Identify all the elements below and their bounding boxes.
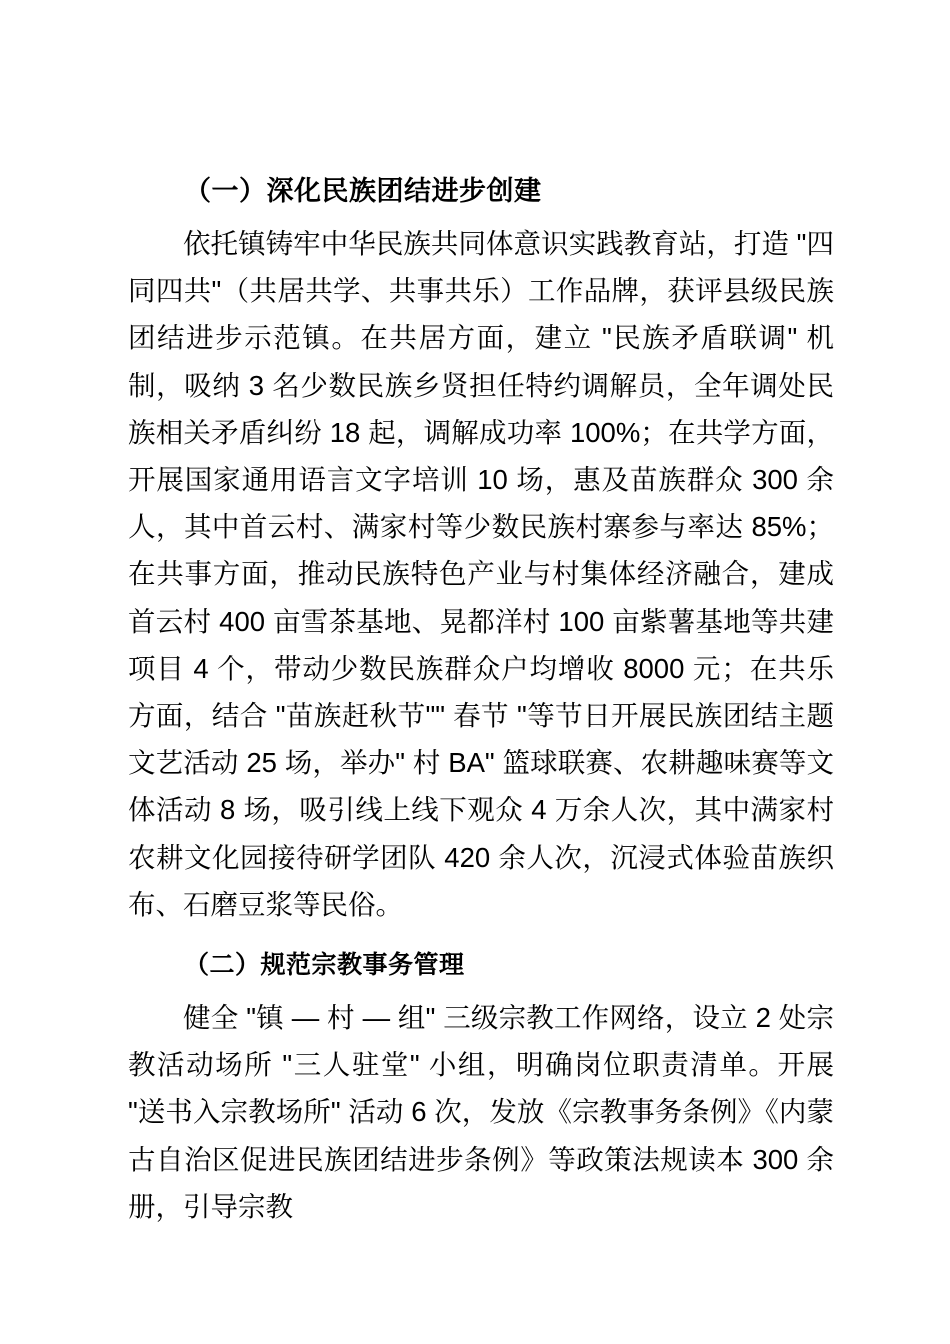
- document-content: [128, 168, 834, 1230]
- section-one-body-paragraph: 依托镇铸牢中华民族共同体意识实践教育站，打造 "四同四共"（共居共学、共事共乐）工作品牌，获评县级民族团结进步示范镇。在共居方面，建立 "民族矛盾联调" 机制，吸纳 3 名少数民族乡贤担任特约调解员，全年调处民族相关矛盾纠纷 18 起，调解成功率 100%；在共学方面，开展国家通用语言文字培训 10 场，惠及苗族群众 300 余人，其中首云村、满家村等少数民族村寨参与率达 85%；在共事方面，推动民族特色产业与村集体经济融合，建成首云村 400 亩雪茶基地、晃都洋村 100 亩紫薯基地等共建项目 4 个，带动少数民族群众户均增收 8000 元；在共乐方面，结合 "苗族赶秋节"" 春节 "等节日开展民族团结主题文艺活动 25 场，举办" 村 BA" 篮球联赛、农耕趣味赛等文体活动 8 场，吸引线上线下观众 4 万余人次，其中满家村农耕文化园接待研学团队 420 余人次，沉浸式体验苗族织布、石磨豆浆等民俗。: [128, 228, 834, 920]
- paragraph-spacer: [128, 928, 834, 942]
- section-one-heading: （一）深化民族团结进步创建: [184, 176, 542, 206]
- section-two-body-paragraph: 健全 "镇 — 村 — 组" 三级宗教工作网络，设立 2 处宗教活动场所 "三人驻堂" 小组，明确岗位职责清单。开展 "送书入宗教场所" 活动 6 次，发放《宗教事务条例》《内蒙古自治区促进民族团结进步条例》等政策法规读本 300 余册，引导宗教: [128, 1002, 834, 1222]
- section-two-heading: （二）规范宗教事务管理: [184, 951, 465, 980]
